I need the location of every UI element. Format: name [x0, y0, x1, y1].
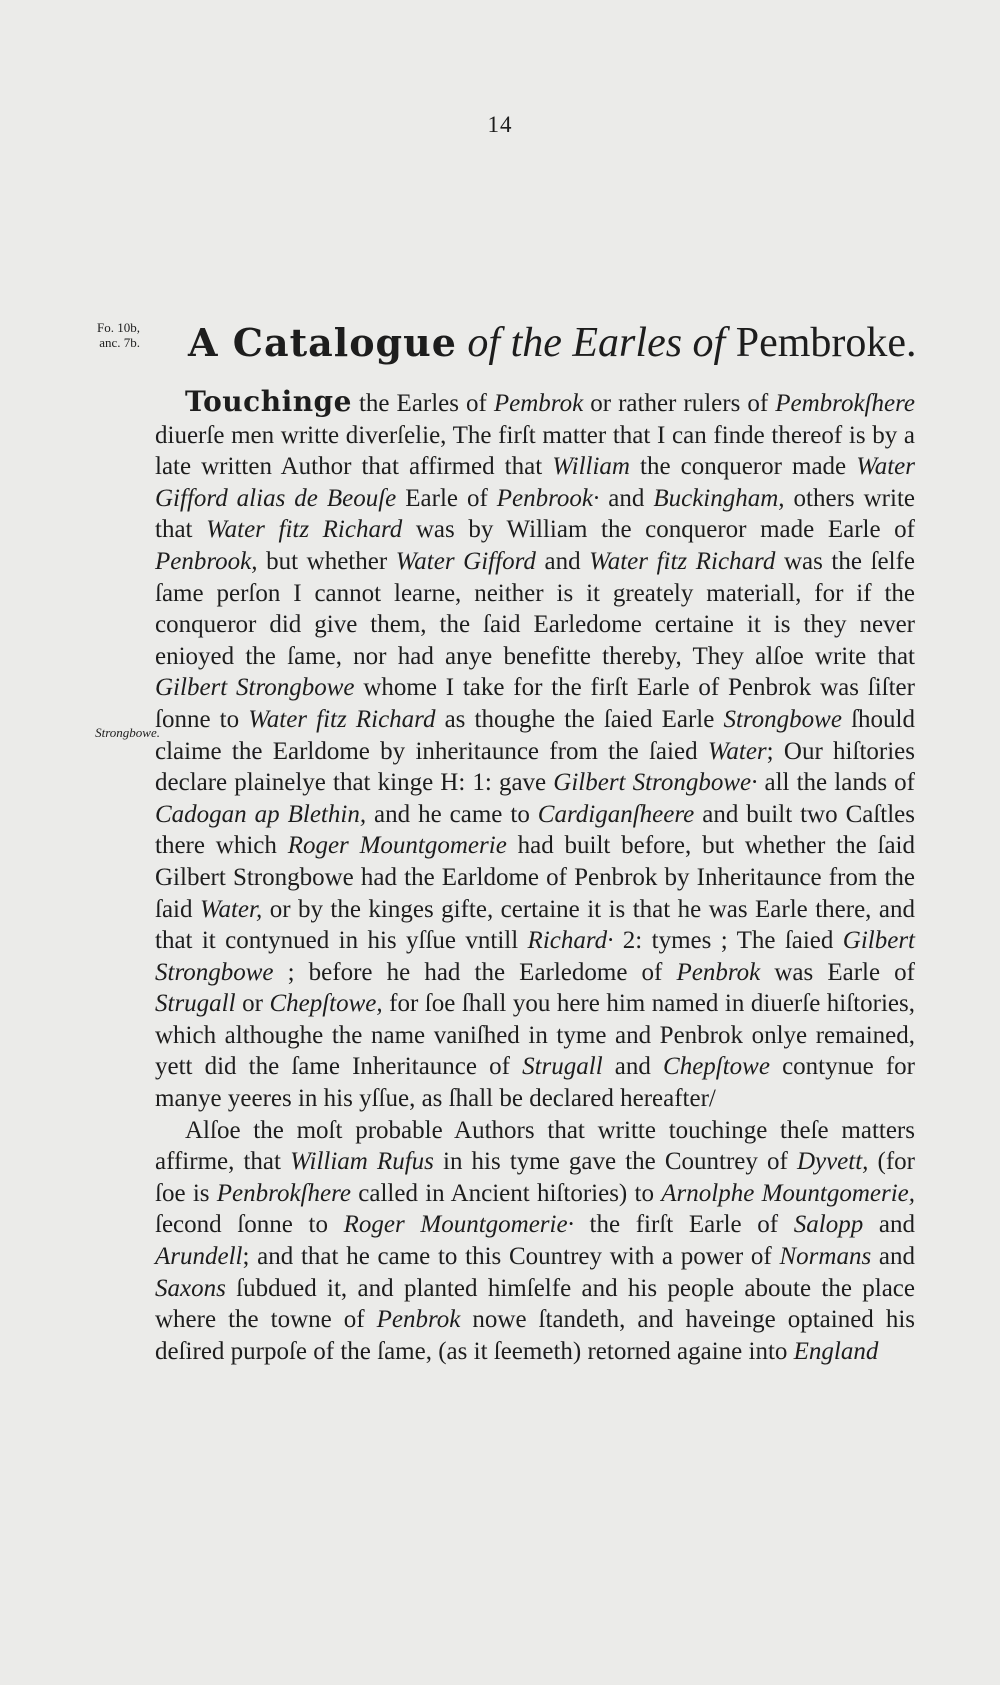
italic-run: Cardiganſheere [537, 800, 695, 828]
text-run: and [871, 1243, 915, 1271]
text-run: all the lands of [757, 769, 915, 797]
italic-run: Gilbert Strongbowe· [553, 769, 758, 797]
italic-run: Arnolphe Mountgomerie, [661, 1179, 916, 1207]
text-run: but whether [257, 547, 396, 575]
italic-run: Richard· [527, 927, 614, 955]
text-run: others write that [155, 484, 915, 544]
text-run: ; Our hiſtories declare plainelye that kinge H: 1: gave [155, 737, 915, 797]
paragraph-text [155, 1117, 915, 1365]
text-run: and built two Caſtles there which [155, 800, 916, 860]
lead-word: Touchinge [185, 385, 352, 418]
text-run: and he came to [366, 800, 538, 828]
text-run: Earle of [396, 484, 497, 512]
paragraph-text [155, 390, 915, 1112]
text-run: as thoughe the ſaied Earle [435, 705, 724, 733]
paragraph [155, 386, 915, 1115]
italic-run: Water Gifford [395, 547, 536, 575]
italic-run: England [793, 1337, 879, 1365]
italic-run: Penbrook, [155, 547, 258, 575]
italic-run: Roger Mountgomerie [287, 832, 507, 860]
italic-run: Strongbowe [723, 705, 842, 733]
folio-reference-line: anc. 7b. [99, 335, 140, 350]
text-run: the conqueror made [629, 453, 857, 481]
text-run: in his tyme gave the Countrey of [433, 1148, 797, 1176]
italic-run: Penbrook· [496, 484, 600, 512]
text-run: was Earle of [760, 958, 915, 986]
text-run: ; before he had the Earledome of [273, 958, 677, 986]
text-run: ; and that he came to this Countrey with a power of [242, 1243, 780, 1271]
text-run: ſecond ſonne to [155, 1211, 344, 1239]
text-run: and [602, 1053, 664, 1081]
text-run: or by the kinges gifte, certaine it is that he was Earle there, and that it contynued in his yſſue vntill [155, 895, 915, 955]
text-run: and [535, 547, 590, 575]
italic-run: Dyvett, [796, 1148, 869, 1176]
italic-run: Strugall [155, 990, 236, 1018]
text-run: or [235, 990, 270, 1018]
italic-run: Chepſtowe [663, 1053, 770, 1081]
italic-run: William [552, 453, 630, 481]
text-run: was by William the conqueror made Earle of [402, 516, 915, 544]
text-run: had built before, but whether the ſaid Gilbert Strongbowe had the Earldome of Penbrok by Inheritaunce from the ſaid [155, 832, 915, 923]
italic-run: Arundell [155, 1243, 243, 1271]
italic-run: Gilbert Strongbowe [155, 674, 355, 702]
italic-run: Cadogan ap Blethin, [155, 800, 367, 828]
text-run: ſubdued it, and planted himſelfe and his people aboute the place where the towne of [155, 1274, 915, 1334]
text-run: the Earles of [351, 390, 494, 417]
italic-run: Pembrokſhere [775, 390, 915, 417]
text-run: for ſoe ſhall you here him named in diuerſe hiſtories, which althoughe the name vaniſhed in tyme and Penbrok onlye remained, yett did the ſame Inheritaunce of [155, 990, 915, 1081]
italic-run: Water, [199, 895, 263, 923]
italic-run: Water fitz Richard [589, 547, 776, 575]
text-run: Alſoe the moſt probable Authors that writte touchinge theſe matters affirme, that [155, 1116, 915, 1176]
italic-run: Penbrok [676, 958, 761, 986]
folio-reference [60, 320, 140, 350]
paragraph [155, 1115, 915, 1368]
italic-run: Penbrok [376, 1306, 461, 1334]
title-italic: of the Earles of [467, 320, 726, 366]
folio-reference-line: Fo. 10b, [97, 320, 140, 335]
title-blackletter: A Catalogue [188, 320, 457, 365]
text-run: contynue for manye yeeres in his yſſue, as ſhall be declared hereafter/ [155, 1053, 915, 1113]
italic-run: Gilbert Strongbowe [155, 927, 915, 986]
italic-run: Pembrok [493, 390, 584, 417]
text-run: the firſt Earle of [573, 1211, 794, 1239]
text-run: and [599, 484, 654, 512]
text-run: ſhould claime the Earldome by inheritaunce from the ſaied [155, 705, 915, 765]
italic-run: Chepſtowe, [269, 990, 383, 1018]
text-run: whome I take for the firſt Earle of Penbrok was ſiſter ſonne to [155, 674, 915, 733]
italic-run: Water [707, 737, 767, 765]
body-text [155, 386, 915, 1367]
page-title [188, 317, 928, 369]
italic-run: Strugall [522, 1053, 603, 1081]
italic-run: Normans [779, 1243, 872, 1271]
margin-note: Strongbowe. [95, 725, 160, 740]
text-run: and [863, 1211, 915, 1239]
text-run: or rather rulers of [583, 390, 776, 417]
italic-run: Saxons [155, 1274, 226, 1302]
text-run: called in Ancient hiſtories) to [351, 1179, 662, 1207]
page-number: 14 [487, 112, 513, 137]
italic-run: Water fitz Richard [206, 516, 403, 544]
text-run: was the ſelfe ſame perſon I cannot learne, neither is it greately materiall, for if the conqueror did give them, the ſaid Earledome certaine it is they never enioyed the ſame, nor had anye benefitte thereby, They alſoe write that [155, 547, 915, 670]
italic-run: Water fitz Richard [248, 705, 436, 733]
italic-run: Roger Mountgomerie· [343, 1211, 574, 1239]
italic-run: Buckingham, [653, 484, 785, 512]
text-run: (for ſoe is [155, 1148, 915, 1207]
text-run: diuerſe men writte diverſelie, The firſt matter that I can finde thereof is by a late written Author that affirmed that [155, 421, 915, 481]
text-run: 2: tymes ; The ſaied [613, 927, 843, 955]
title-roman: Pembroke. [735, 320, 917, 366]
italic-run: Penbrokſhere [216, 1179, 351, 1207]
text-run: nowe ſtandeth, and haveinge optained his deſired purpoſe of the ſame, (as it ſeemeth) retorned againe into [155, 1306, 915, 1365]
italic-run: William Rufus [290, 1148, 434, 1176]
italic-run: Salopp [793, 1211, 864, 1239]
italic-run: Water Gifford alias de Beouſe [155, 453, 915, 512]
